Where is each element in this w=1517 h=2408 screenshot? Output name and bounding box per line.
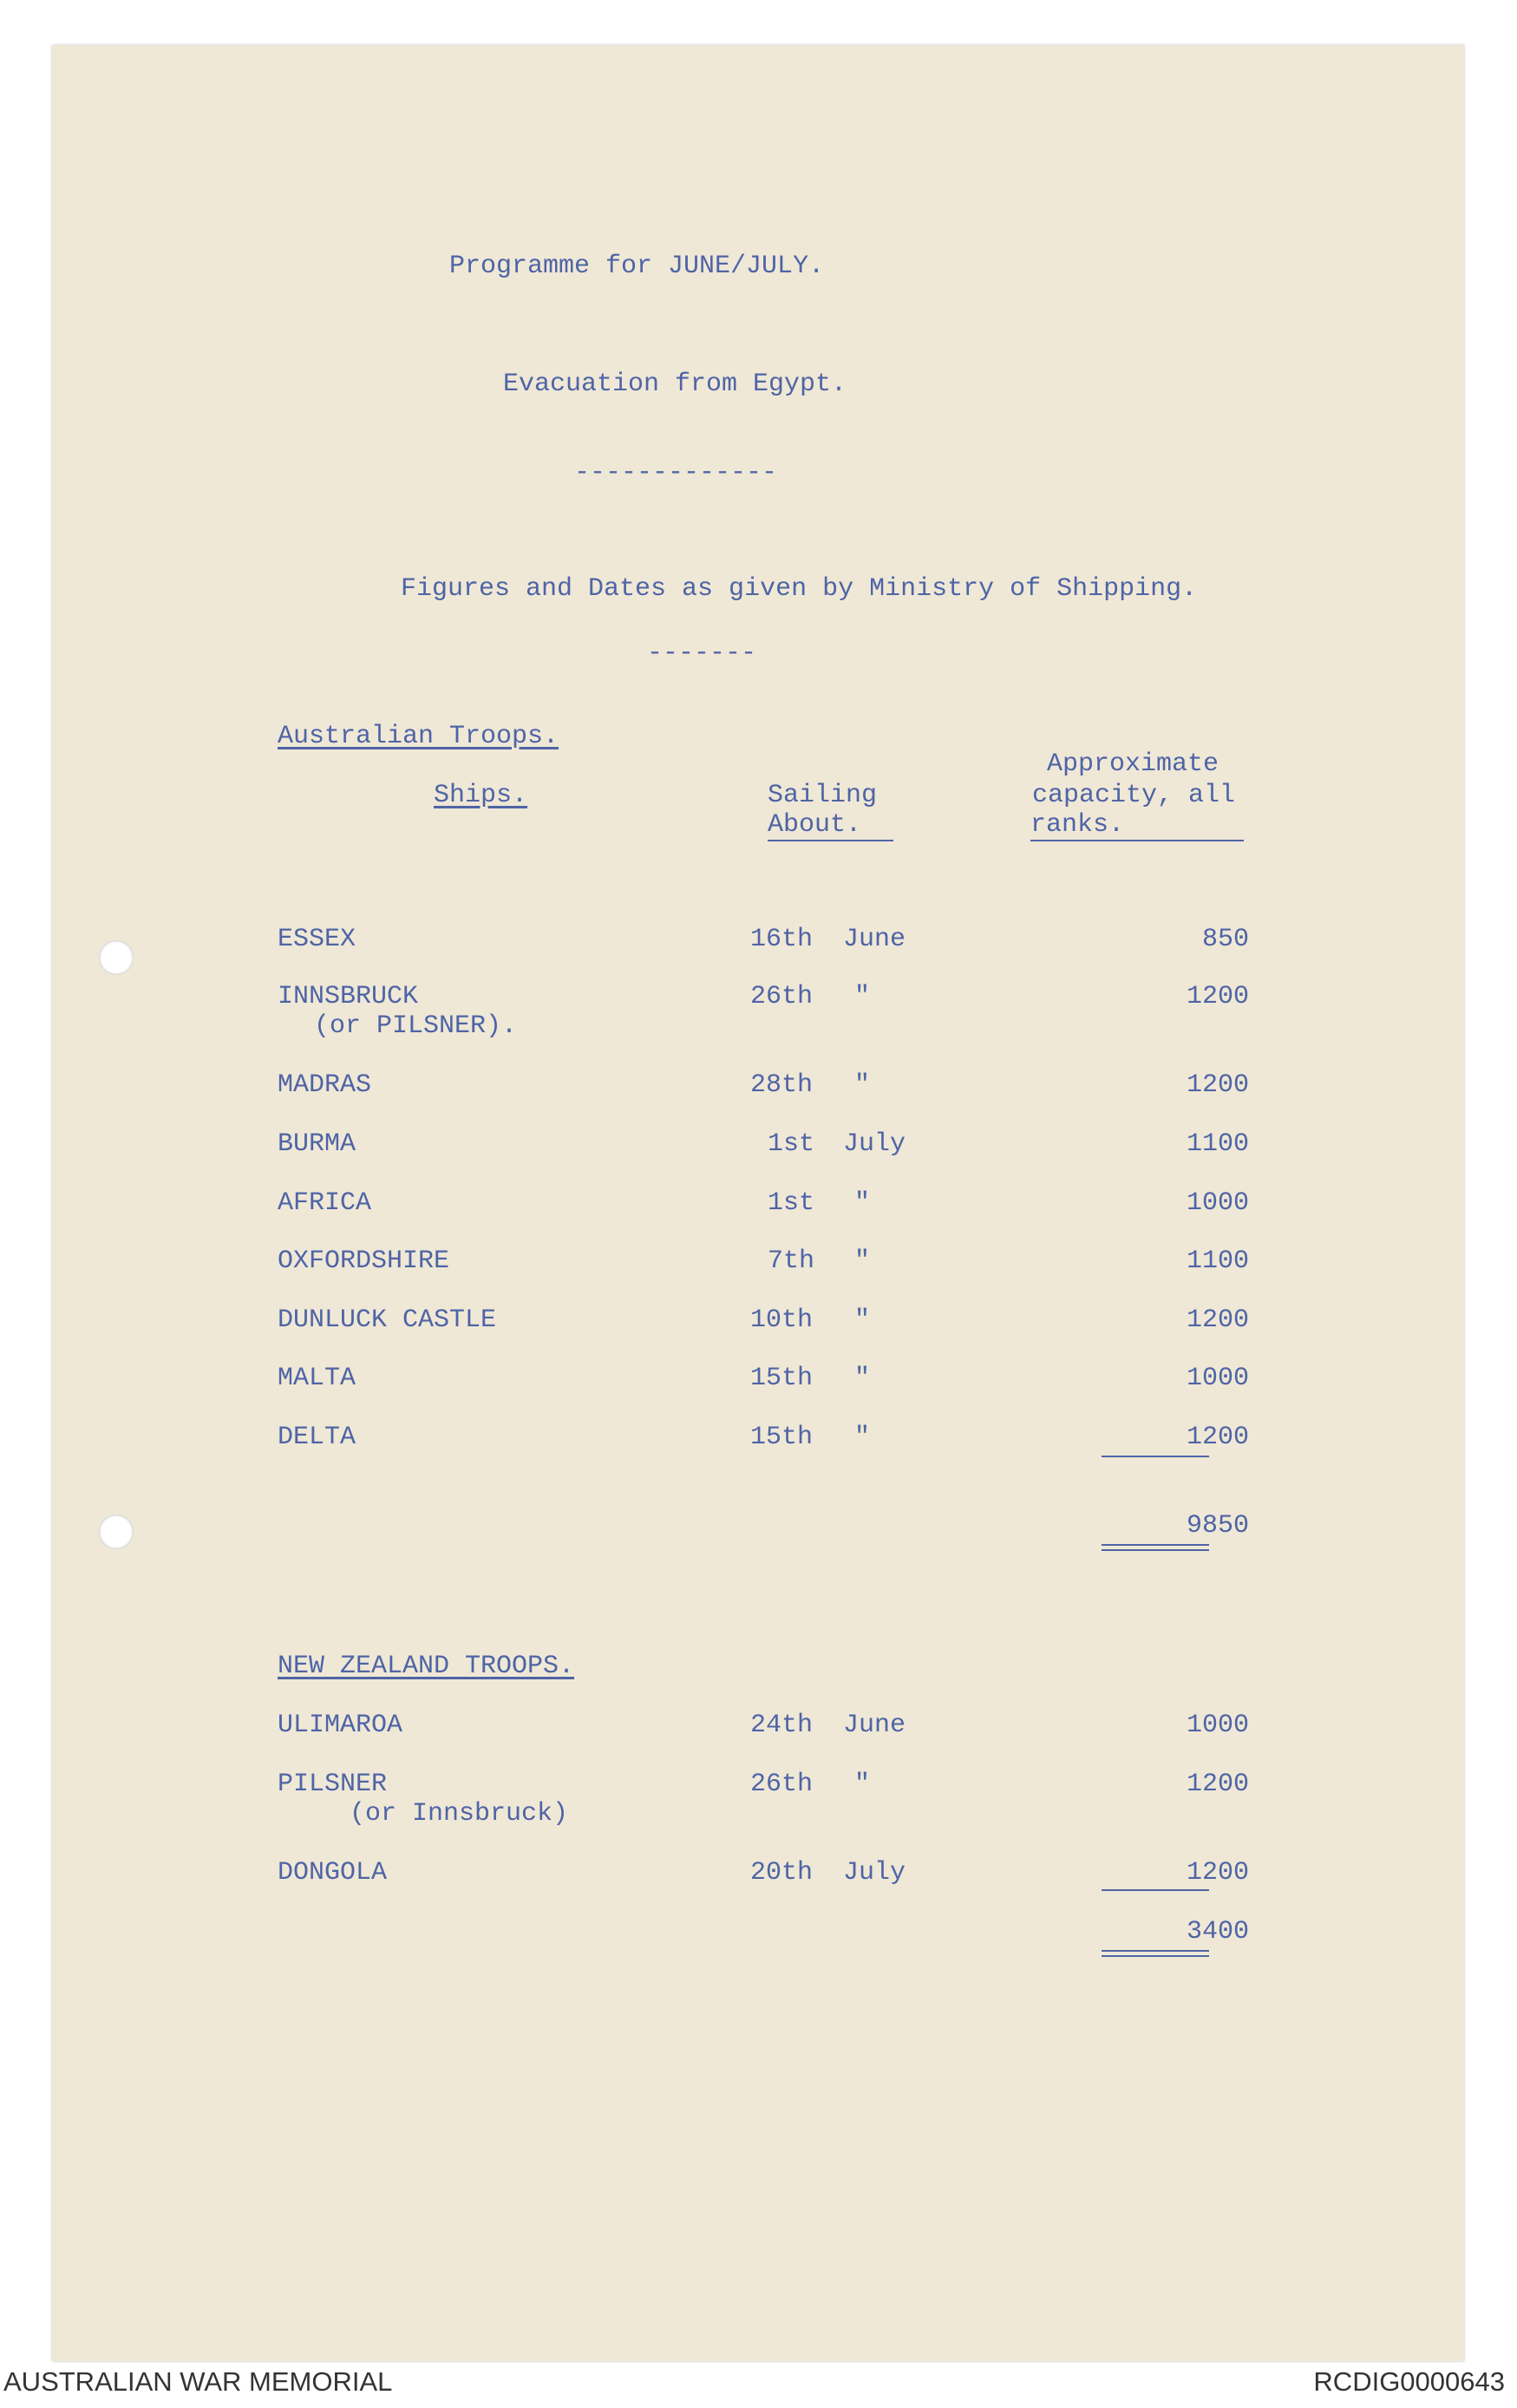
australian-sum-rule: [1102, 1456, 1209, 1457]
punch-hole-top: [99, 940, 134, 975]
ship-name: BURMA: [278, 1129, 356, 1159]
sailing-day: 16th: [750, 925, 814, 954]
column-sailing-underline: [768, 840, 893, 841]
capacity: 1200: [1186, 1305, 1249, 1335]
divider-2: -------: [647, 638, 757, 668]
ship-name: DELTA: [278, 1423, 356, 1452]
new-zealand-total-rule-2: [1102, 1955, 1209, 1957]
capacity: 1000: [1186, 1188, 1249, 1218]
capacity: 1100: [1186, 1247, 1249, 1276]
ship-name: ULIMAROA: [278, 1711, 403, 1740]
document-title: Programme for JUNE/JULY.: [449, 252, 825, 281]
ship-name: MALTA: [278, 1364, 356, 1393]
sailing-month: ": [854, 1247, 871, 1276]
sailing-month: ": [854, 1070, 871, 1100]
document-subtitle: Evacuation from Egypt.: [503, 370, 847, 399]
sailing-day: 26th: [750, 1770, 814, 1799]
sailing-day: 24th: [750, 1711, 814, 1740]
sailing-day: 28th: [750, 1070, 814, 1100]
sailing-day: 10th: [750, 1305, 814, 1335]
sailing-day: 15th: [750, 1364, 814, 1393]
sailing-day: 1st: [768, 1188, 815, 1218]
capacity: 1100: [1186, 1129, 1249, 1159]
ship-name: INNSBRUCK: [278, 982, 419, 1011]
ship-name: DONGOLA: [278, 1858, 388, 1888]
ship-name: DUNLUCK CASTLE: [278, 1305, 497, 1335]
capacity: 1200: [1186, 1770, 1249, 1799]
new-zealand-sum-rule: [1102, 1889, 1209, 1891]
sailing-month: July: [843, 1129, 906, 1159]
ship-name: AFRICA: [278, 1188, 372, 1218]
column-sailing-1: Sailing: [768, 781, 878, 810]
sailing-day: 20th: [750, 1858, 814, 1888]
sailing-day: 15th: [750, 1423, 814, 1452]
australian-total-rule-1: [1102, 1544, 1209, 1546]
australian-heading: Australian Troops.: [278, 722, 559, 751]
ship-note: (or Innsbruck): [350, 1799, 569, 1829]
sailing-month: ": [854, 1305, 871, 1335]
ship-note: (or PILSNER).: [314, 1011, 518, 1041]
sailing-month: ": [854, 1364, 871, 1393]
ship-name: ESSEX: [278, 925, 356, 954]
source-note: Figures and Dates as given by Ministry of Shipping.: [401, 574, 1198, 604]
sailing-month: July: [843, 1858, 906, 1888]
new-zealand-total: 3400: [1186, 1917, 1249, 1947]
australian-total-rule-2: [1102, 1549, 1209, 1551]
column-capacity-underline: [1030, 840, 1244, 841]
capacity: 850: [1201, 925, 1249, 954]
footer-institution: AUSTRALIAN WAR MEMORIAL: [3, 2366, 393, 2397]
sailing-month: ": [854, 982, 871, 1011]
sailing-month: June: [843, 925, 906, 954]
column-ships: Ships.: [434, 781, 528, 810]
new-zealand-heading: NEW ZEALAND TROOPS.: [278, 1652, 575, 1681]
sailing-month: ": [854, 1188, 871, 1218]
sailing-month: June: [843, 1711, 906, 1740]
australian-total: 9850: [1186, 1511, 1249, 1541]
column-sailing-2: About.: [768, 810, 862, 840]
sailing-day: 1st: [768, 1129, 815, 1159]
capacity: 1200: [1186, 1858, 1249, 1888]
ship-name: PILSNER: [278, 1770, 388, 1799]
capacity: 1200: [1186, 982, 1249, 1011]
footer-record-id: RCDIG0000643: [1313, 2366, 1505, 2397]
column-capacity-2: capacity, all: [1032, 781, 1236, 810]
new-zealand-total-rule-1: [1102, 1950, 1209, 1952]
sailing-day: 7th: [768, 1247, 815, 1276]
sailing-month: ": [854, 1770, 871, 1799]
capacity: 1200: [1186, 1070, 1249, 1100]
column-capacity-3: ranks.: [1030, 810, 1125, 840]
capacity: 1200: [1186, 1423, 1249, 1452]
column-capacity-1: Approximate: [1047, 749, 1219, 779]
sailing-day: 26th: [750, 982, 814, 1011]
document-page: [52, 45, 1464, 2361]
sailing-month: ": [854, 1423, 871, 1452]
ship-name: OXFORDSHIRE: [278, 1247, 450, 1276]
divider-1: -------------: [574, 458, 778, 487]
ship-name: MADRAS: [278, 1070, 372, 1100]
capacity: 1000: [1186, 1711, 1249, 1740]
punch-hole-bottom: [99, 1515, 134, 1549]
capacity: 1000: [1186, 1364, 1249, 1393]
